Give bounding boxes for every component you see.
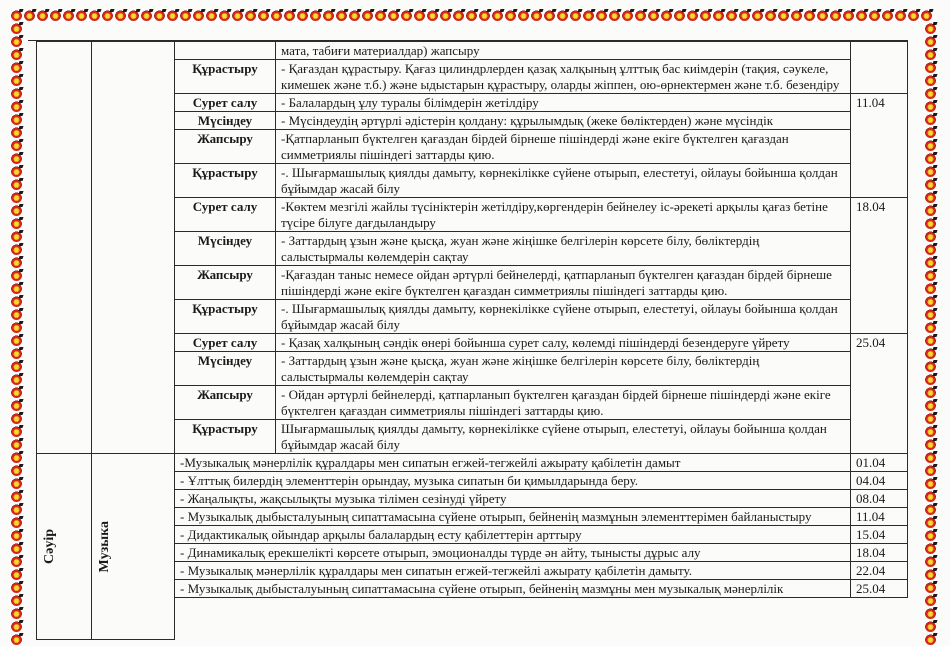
activity-type-cell	[175, 42, 276, 60]
flower-ornament-icon	[10, 529, 23, 542]
flower-ornament-icon	[10, 74, 23, 87]
flower-ornament-icon	[10, 230, 23, 243]
flower-ornament-icon	[49, 9, 62, 22]
flower-ornament-icon	[924, 464, 937, 477]
flower-ornament-icon	[924, 22, 937, 35]
flower-ornament-icon	[10, 204, 23, 217]
activity-type-cell: Сурет салу	[175, 198, 276, 232]
flower-ornament-icon	[10, 61, 23, 74]
objective-text-cell: - Қазақ халқының сәндік өнері бойынша сурет салу, көлемді пішіндерді безендеруге үйрету	[276, 334, 851, 352]
flower-ornament-icon	[924, 620, 937, 633]
flower-ornament-icon	[23, 9, 36, 22]
objective-text-cell: -. Шығармашылық қиялды дамыту, көрнекілікке сүйене отырып, елестетуі, ойлауы бойынша қолдан бұйымдар жасай білу	[276, 300, 851, 334]
flower-ornament-icon	[920, 9, 933, 22]
flower-ornament-icon	[924, 633, 937, 646]
flower-ornament-icon	[894, 9, 907, 22]
objective-text-cell: - Қағаздан құрастыру. Қағаз цилиндрлерден қазақ халқының ұлттық бас киімдерін (тақия, сәукеле, кимешек және т.б.) және ыдыстарын құрастыру, оларды жіппен, ою-өрнектермен және т.б. безендіру	[276, 60, 851, 94]
flower-ornament-icon	[924, 438, 937, 451]
flower-ornament-icon	[543, 9, 556, 22]
flower-ornament-icon	[686, 9, 699, 22]
flower-ornament-icon	[205, 9, 218, 22]
music-objective-cell: - Музыкалық мәнерлілік құралдары мен сипатын егжей-тегжейлі ажырату қабілетін дамыту.	[175, 562, 851, 580]
flower-ornament-icon	[924, 100, 937, 113]
flower-ornament-icon	[660, 9, 673, 22]
flower-ornament-icon	[924, 607, 937, 620]
flower-ornament-icon	[924, 74, 937, 87]
flower-ornament-icon	[924, 347, 937, 360]
flower-ornament-icon	[10, 178, 23, 191]
flower-ornament-icon	[270, 9, 283, 22]
activity-type-cell: Мүсіндеу	[175, 232, 276, 266]
flower-ornament-icon	[924, 503, 937, 516]
flower-ornament-icon	[10, 477, 23, 490]
date-cell: 04.04	[851, 472, 908, 490]
flower-ornament-icon	[924, 269, 937, 282]
flower-ornament-icon	[10, 425, 23, 438]
activity-type-cell: Жапсыру	[175, 386, 276, 420]
activity-type-cell: Құрастыру	[175, 300, 276, 334]
flower-ornament-icon	[10, 516, 23, 529]
flower-ornament-icon	[924, 412, 937, 425]
music-objective-cell: -Музыкалық мәнерлілік құралдары мен сипатын егжей-тегжейлі ажырату қабілетін дамыт	[175, 454, 851, 472]
objective-text-cell: - Ойдан әртүрлі бейнелерді, қатпарланып бүктелген қағаздан бірдей бірнеше пішіндерді және екіге бүктелген қағаздан симметриялы пішіндегі заттарды қию.	[276, 386, 851, 420]
flower-ornament-icon	[924, 490, 937, 503]
flower-ornament-icon	[10, 490, 23, 503]
date-cell: 11.04	[851, 508, 908, 526]
flower-ornament-icon	[10, 308, 23, 321]
flower-ornament-icon	[400, 9, 413, 22]
flower-ornament-icon	[924, 295, 937, 308]
flower-ornament-icon	[387, 9, 400, 22]
objective-text-cell: -Қатпарланып бүктелген қағаздан бірдей бірнеше пішіндерді және екіге бүктелген қағаздан симметриялы пішіндегі заттарды қию.	[276, 130, 851, 164]
date-cell: 11.04	[851, 94, 908, 198]
flower-ornament-icon	[10, 594, 23, 607]
flower-ornament-icon	[10, 243, 23, 256]
flower-ornament-icon	[924, 386, 937, 399]
flower-ornament-icon	[751, 9, 764, 22]
flower-ornament-icon	[335, 9, 348, 22]
objective-text-cell: Шығармашылық қиялды дамыту, көрнекілікке сүйене отырып, елестетуі, ойлауы бойынша қолдан бұйымдар жасай білу	[276, 420, 851, 454]
flower-ornament-icon	[127, 9, 140, 22]
flower-ornament-icon	[924, 451, 937, 464]
flower-ornament-icon	[868, 9, 881, 22]
flower-ornament-icon	[595, 9, 608, 22]
flower-ornament-icon	[10, 152, 23, 165]
flower-ornament-icon	[764, 9, 777, 22]
flower-ornament-icon	[10, 113, 23, 126]
flower-ornament-icon	[924, 308, 937, 321]
objective-text-cell: -. Шығармашылық қиялды дамыту, көрнекілікке сүйене отырып, елестетуі, ойлауы бойынша қолдан бұйымдар жасай білу	[276, 164, 851, 198]
flower-ornament-icon	[10, 633, 23, 646]
flower-ornament-icon	[10, 607, 23, 620]
month-label: Сәуір	[42, 529, 57, 565]
flower-ornament-icon	[10, 256, 23, 269]
flower-ornament-icon	[10, 139, 23, 152]
music-objective-cell: - Жаңалықты, жақсылықты музыка тілімен сезінуді үйрету	[175, 490, 851, 508]
flower-ornament-icon	[179, 9, 192, 22]
flower-ornament-icon	[790, 9, 803, 22]
flower-ornament-icon	[924, 425, 937, 438]
activity-type-cell: Мүсіндеу	[175, 352, 276, 386]
flower-ornament-icon	[924, 581, 937, 594]
flower-ornament-icon	[10, 581, 23, 594]
flower-ornament-icon	[924, 61, 937, 74]
ornament-border-right	[924, 22, 937, 646]
objective-text-cell: мата, табиғи материалдар) жапсыру	[276, 42, 851, 60]
flower-ornament-icon	[10, 126, 23, 139]
flower-ornament-icon	[166, 9, 179, 22]
flower-ornament-icon	[426, 9, 439, 22]
date-cell: 18.04	[851, 544, 908, 562]
flower-ornament-icon	[348, 9, 361, 22]
flower-ornament-icon	[924, 321, 937, 334]
music-objective-cell: - Музыкалық дыбысталуының сипаттамасына сүйене отырып, бейненің мазмұнын элементтерімен байланыстыру	[175, 508, 851, 526]
flower-ornament-icon	[10, 191, 23, 204]
subject-cell	[92, 454, 175, 640]
date-cell: 25.04	[851, 580, 908, 598]
ornament-border-top	[10, 9, 933, 22]
flower-ornament-icon	[10, 347, 23, 360]
flower-ornament-icon	[556, 9, 569, 22]
objective-text-cell: -Қағаздан таныс немесе ойдан әртүрлі бейнелерді, қатпарланып бүктелген қағаздан бірдей бірнеше пішіндерді және екіге бүктелген қағаздан симметриялы пішіндегі заттарды қию.	[276, 266, 851, 300]
flower-ornament-icon	[530, 9, 543, 22]
flower-ornament-icon	[634, 9, 647, 22]
flower-ornament-icon	[10, 217, 23, 230]
music-objective-cell: - Дидактикалық ойындар арқылы балалардың есту қабілеттерін арттыру	[175, 526, 851, 544]
flower-ornament-icon	[10, 48, 23, 61]
music-objective-cell: - Музыкалық дыбысталуының сипаттамасына сүйене отырып, бейненің мазмұны мен музыкалық мәнерлілік	[175, 580, 851, 598]
month-cell-empty	[37, 42, 92, 454]
activity-type-cell: Құрастыру	[175, 60, 276, 94]
flower-ornament-icon	[712, 9, 725, 22]
flower-ornament-icon	[10, 165, 23, 178]
activity-type-cell: Сурет салу	[175, 94, 276, 112]
flower-ornament-icon	[803, 9, 816, 22]
flower-ornament-icon	[924, 48, 937, 61]
flower-ornament-icon	[924, 529, 937, 542]
flower-ornament-icon	[192, 9, 205, 22]
flower-ornament-icon	[439, 9, 452, 22]
flower-ornament-icon	[478, 9, 491, 22]
flower-ornament-icon	[10, 22, 23, 35]
objective-text-cell: - Балалардың ұлу туралы білімдерін жетілдіру	[276, 94, 851, 112]
flower-ornament-icon	[924, 87, 937, 100]
flower-ornament-icon	[10, 9, 23, 22]
flower-ornament-icon	[10, 321, 23, 334]
flower-ornament-icon	[153, 9, 166, 22]
flower-ornament-icon	[10, 295, 23, 308]
flower-ornament-icon	[924, 568, 937, 581]
flower-ornament-icon	[114, 9, 127, 22]
date-cell: 08.04	[851, 490, 908, 508]
flower-ornament-icon	[924, 152, 937, 165]
flower-ornament-icon	[924, 594, 937, 607]
objective-text-cell: -Көктем мезгілі жайлы түсініктерін жетілдіру,көргендерін бейнелеу іс-әрекеті арқылы қағаз бетіне түсіре білуге дағдыландыру	[276, 198, 851, 232]
filler-cell	[175, 598, 908, 640]
activity-type-cell: Сурет салу	[175, 334, 276, 352]
flower-ornament-icon	[777, 9, 790, 22]
flower-ornament-icon	[855, 9, 868, 22]
flower-ornament-icon	[36, 9, 49, 22]
flower-ornament-icon	[10, 373, 23, 386]
flower-ornament-icon	[10, 100, 23, 113]
flower-ornament-icon	[322, 9, 335, 22]
flower-ornament-icon	[374, 9, 387, 22]
flower-ornament-icon	[907, 9, 920, 22]
flower-ornament-icon	[10, 620, 23, 633]
flower-ornament-icon	[881, 9, 894, 22]
date-cell: 18.04	[851, 198, 908, 334]
flower-ornament-icon	[10, 87, 23, 100]
flower-ornament-icon	[10, 35, 23, 48]
flower-ornament-icon	[491, 9, 504, 22]
subject-cell-empty	[92, 42, 175, 454]
flower-ornament-icon	[924, 204, 937, 217]
flower-ornament-icon	[582, 9, 595, 22]
date-cell: 25.04	[851, 334, 908, 454]
flower-ornament-icon	[924, 165, 937, 178]
date-cell	[851, 42, 908, 94]
flower-ornament-icon	[10, 555, 23, 568]
flower-ornament-icon	[699, 9, 712, 22]
activity-type-cell: Құрастыру	[175, 420, 276, 454]
flower-ornament-icon	[816, 9, 829, 22]
date-cell: 01.04	[851, 454, 908, 472]
flower-ornament-icon	[924, 191, 937, 204]
ornament-border-left	[10, 22, 23, 646]
flower-ornament-icon	[309, 9, 322, 22]
flower-ornament-icon	[413, 9, 426, 22]
flower-ornament-icon	[257, 9, 270, 22]
flower-ornament-icon	[924, 139, 937, 152]
flower-ornament-icon	[62, 9, 75, 22]
flower-ornament-icon	[10, 451, 23, 464]
flower-ornament-icon	[244, 9, 257, 22]
flower-ornament-icon	[924, 399, 937, 412]
flower-ornament-icon	[10, 503, 23, 516]
date-cell: 15.04	[851, 526, 908, 544]
flower-ornament-icon	[924, 373, 937, 386]
music-objective-cell: - Ұлттық билердің элементтерін орындау, музыка сипатын би қимылдарында беру.	[175, 472, 851, 490]
flower-ornament-icon	[924, 542, 937, 555]
lesson-plan-table	[36, 41, 908, 640]
objective-text-cell: - Заттардың ұзын және қысқа, жуан және жіңішке белгілерін көрсете білу, бөліктердің салыстырмалы көлемдерін сақтау	[276, 352, 851, 386]
flower-ornament-icon	[924, 178, 937, 191]
flower-ornament-icon	[924, 256, 937, 269]
flower-ornament-icon	[101, 9, 114, 22]
flower-ornament-icon	[218, 9, 231, 22]
date-cell: 22.04	[851, 562, 908, 580]
activity-type-cell: Құрастыру	[175, 164, 276, 198]
flower-ornament-icon	[465, 9, 478, 22]
objective-text-cell: - Заттардың ұзын және қысқа, жуан және жіңішке белгілерін көрсете білу, бөліктердің салыстырмалы көлемдерін сақтау	[276, 232, 851, 266]
activity-type-cell: Мүсіндеу	[175, 112, 276, 130]
flower-ornament-icon	[231, 9, 244, 22]
flower-ornament-icon	[10, 360, 23, 373]
flower-ornament-icon	[924, 217, 937, 230]
flower-ornament-icon	[924, 282, 937, 295]
flower-ornament-icon	[924, 126, 937, 139]
flower-ornament-icon	[88, 9, 101, 22]
flower-ornament-icon	[924, 230, 937, 243]
flower-ornament-icon	[924, 360, 937, 373]
flower-ornament-icon	[10, 269, 23, 282]
flower-ornament-icon	[75, 9, 88, 22]
activity-type-cell: Жапсыру	[175, 130, 276, 164]
flower-ornament-icon	[140, 9, 153, 22]
flower-ornament-icon	[725, 9, 738, 22]
flower-ornament-icon	[10, 464, 23, 477]
flower-ornament-icon	[10, 568, 23, 581]
month-cell	[37, 454, 92, 640]
flower-ornament-icon	[10, 386, 23, 399]
table-row	[37, 42, 908, 60]
flower-ornament-icon	[10, 399, 23, 412]
table-row	[37, 454, 908, 472]
music-objective-cell: - Динамикалық ерекшелікті көрсете отырып, эмоционалды түрде ән айту, тынысты дұрыс алу	[175, 544, 851, 562]
flower-ornament-icon	[517, 9, 530, 22]
flower-ornament-icon	[361, 9, 374, 22]
flower-ornament-icon	[647, 9, 660, 22]
flower-ornament-icon	[10, 282, 23, 295]
flower-ornament-icon	[829, 9, 842, 22]
flower-ornament-icon	[10, 412, 23, 425]
flower-ornament-icon	[452, 9, 465, 22]
flower-ornament-icon	[569, 9, 582, 22]
flower-ornament-icon	[608, 9, 621, 22]
flower-ornament-icon	[924, 35, 937, 48]
flower-ornament-icon	[673, 9, 686, 22]
flower-ornament-icon	[283, 9, 296, 22]
flower-ornament-icon	[10, 542, 23, 555]
flower-ornament-icon	[924, 243, 937, 256]
flower-ornament-icon	[924, 555, 937, 568]
flower-ornament-icon	[10, 334, 23, 347]
flower-ornament-icon	[738, 9, 751, 22]
flower-ornament-icon	[924, 113, 937, 126]
flower-ornament-icon	[842, 9, 855, 22]
flower-ornament-icon	[621, 9, 634, 22]
flower-ornament-icon	[10, 438, 23, 451]
flower-ornament-icon	[296, 9, 309, 22]
objective-text-cell: - Мүсіндеудің әртүрлі әдістерін қолдану: құрылымдық (жеке бөліктерден) және мүсіндік	[276, 112, 851, 130]
activity-type-cell: Жапсыру	[175, 266, 276, 300]
flower-ornament-icon	[504, 9, 517, 22]
flower-ornament-icon	[924, 334, 937, 347]
subject-label: Музыка	[97, 521, 112, 573]
flower-ornament-icon	[924, 516, 937, 529]
flower-ornament-icon	[924, 477, 937, 490]
